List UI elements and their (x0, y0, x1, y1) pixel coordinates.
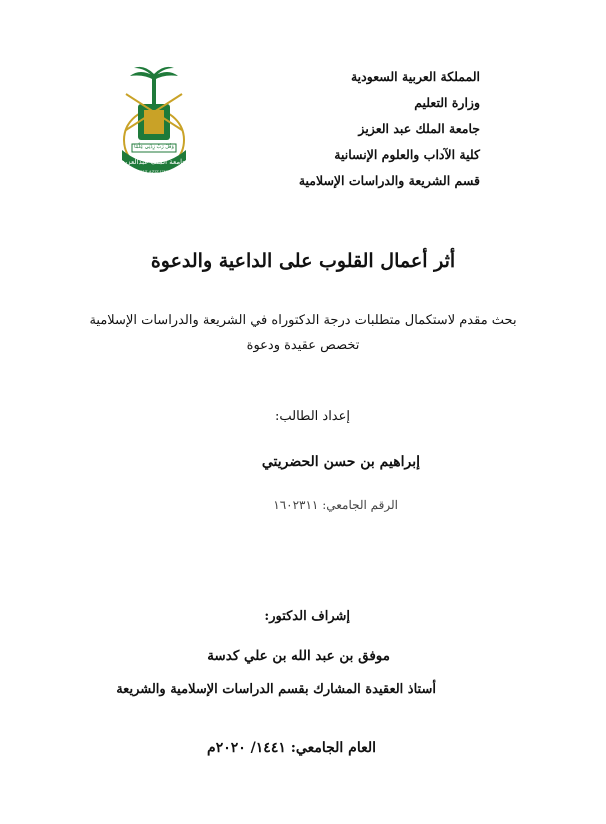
academic-year: العام الجامعي: ١٤٤١/ ٢٠٢٠م (207, 740, 376, 756)
subtitle-line-specialization: تخصص عقيدة ودعوة (246, 338, 360, 353)
supervisor-label: إشراف الدكتور: (264, 609, 350, 624)
logo-text-bottom-en: KING ABDULAZIZ UNIVERSITY (121, 169, 187, 174)
subtitle-line-degree: بحث مقدم لاستكمال متطلبات درجة الدكتوراه في الشريعة والدراسات الإسلامية (89, 313, 517, 328)
thesis-subtitle (0, 308, 606, 358)
header-line-ministry: وزارة التعليم (414, 95, 480, 110)
header-line-faculty: كلية الآداب والعلوم الإنسانية (334, 147, 480, 162)
logo-text-top: وَقُلْ رَبِّ زِدْنِي عِلْمًا (134, 144, 174, 150)
institution-header (299, 64, 480, 194)
header-line-department: قسم الشريعة والدراسات الإسلامية (298, 173, 480, 188)
student-id: الرقم الجامعي: ١٦٠٢٣١١ (273, 498, 398, 512)
student-name: إبراهيم بن حسن الحضريتي (261, 454, 420, 470)
student-label: إعداد الطالب: (274, 409, 350, 424)
header-line-university: جامعة الملك عبد العزيز (358, 121, 480, 136)
logo-text-bottom: جامعة الملك عبدالعزيز (121, 158, 187, 166)
thesis-title: أثر أعمال القلوب على الداعية والدعوة (150, 250, 456, 272)
supervisor-name: موفق بن عبد الله بن علي كدسة (207, 648, 390, 664)
supervisor-title: أستاذ العقيدة المشارك بقسم الدراسات الإسلامية والشريعة (116, 682, 436, 697)
header-line-country: المملكة العربية السعودية (350, 69, 480, 84)
